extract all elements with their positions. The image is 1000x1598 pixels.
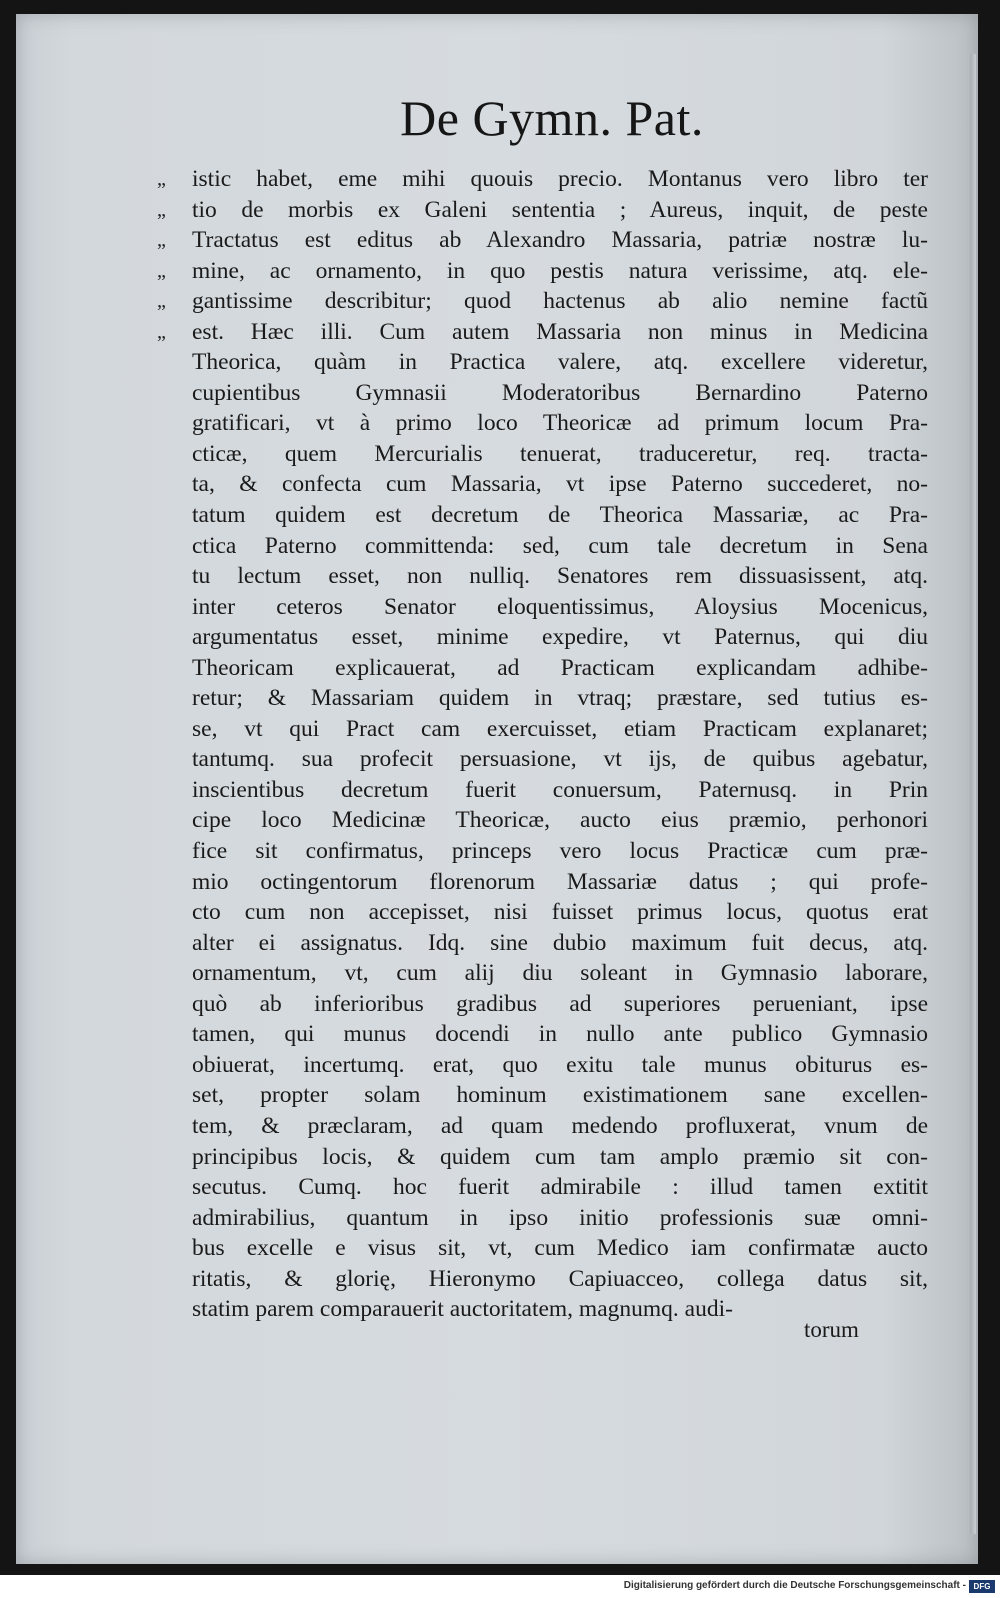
- line-text: cticæ, quem Mercurialis tenuerat, traduceretur, req. tracta-: [192, 440, 928, 467]
- line-text: mio octingentorum florenorum Massariæ datus ; qui profe-: [192, 868, 928, 895]
- line-text: gratificari, vt à primo loco Theoricæ ad primum locum Pra-: [192, 410, 928, 437]
- text-line: [192, 1264, 928, 1295]
- text-line: [192, 805, 928, 836]
- line-text: admirabilius, quantum in ipso initio professionis suæ omni-: [192, 1204, 928, 1231]
- line-text: statim parem comparauerit auctoritatem, magnumq. audi-: [192, 1296, 733, 1323]
- line-text: retur; & Massariam quidem in vtraq; præstare, sed tutius es-: [192, 685, 928, 712]
- text-line: [192, 439, 928, 470]
- marginal-quote-mark: „: [157, 320, 166, 343]
- line-text: alter ei assignatus. Idq. sine dubio maximum fuit decus, atq.: [192, 929, 928, 956]
- line-text: mine, ac ornamento, in quo pestis natura verissime, atq. ele-: [192, 257, 928, 284]
- text-line: [192, 1172, 928, 1203]
- line-text: obiuerat, incertumq. erat, quo exitu tale munus obiturus es-: [192, 1051, 928, 1078]
- line-text: ritatis, & glorię, Hieronymo Capiuacceo, collega datus sit,: [192, 1265, 928, 1292]
- text-line: [192, 683, 928, 714]
- line-text: Theorica, quàm in Practica valere, atq. excellere videretur,: [192, 349, 928, 376]
- text-line: [157, 286, 928, 317]
- line-text: quò ab inferioribus gradibus ad superiores perueniant, ipse: [192, 990, 928, 1017]
- text-line: [192, 775, 928, 806]
- text-line: [192, 1050, 928, 1081]
- line-text: Tractatus est editus ab Alexandro Massaria, patriæ nostræ lu-: [192, 227, 928, 254]
- text-line: [192, 989, 928, 1020]
- line-text: secutus. Cumq. hoc fuerit admirabile : illud tamen extitit: [192, 1174, 928, 1201]
- text-line: [192, 500, 928, 531]
- line-text: inter ceteros Senator eloquentissimus, Aloysius Mocenicus,: [192, 593, 928, 620]
- text-line: [157, 256, 928, 287]
- line-text: principibus locis, & quidem cum tam amplo præmio sit con-: [192, 1143, 928, 1170]
- line-text: set, propter solam hominum existimationem sane excellen-: [192, 1082, 928, 1109]
- marginal-quote-mark: „: [157, 290, 166, 313]
- dfg-logo: DFG: [969, 1580, 995, 1593]
- line-text: tantumq. sua profecit persuasione, vt ijs, de quibus agebatur,: [192, 746, 928, 773]
- text-line: [192, 897, 928, 928]
- marginal-quote-mark: „: [157, 168, 166, 190]
- line-text: inscientibus decretum fuerit conuersum, Paternusq. in Prin: [192, 776, 928, 803]
- text-line: [192, 928, 928, 959]
- line-text: tem, & præclaram, ad quam medendo profluxerat, vnum de: [192, 1112, 928, 1139]
- catchword: torum: [804, 1317, 859, 1342]
- line-text: tamen, qui munus docendi in nullo ante publico Gymnasio: [192, 1021, 928, 1048]
- text-line: [192, 744, 928, 775]
- text-line: [157, 225, 928, 256]
- line-text: gantissime describitur; quod hactenus ab alio nemine factũ: [192, 288, 928, 315]
- text-line: [192, 867, 928, 898]
- text-line: [192, 714, 928, 745]
- text-line: [192, 378, 928, 409]
- text-line: [192, 1111, 928, 1142]
- line-text: cupientibus Gymnasii Moderatoribus Bernardino Paterno: [192, 379, 928, 406]
- line-text: tatum quidem est decretum de Theorica Massariæ, ac Pra-: [192, 502, 928, 529]
- line-text: se, vt qui Pract cam exercuisset, etiam Practicam explanaret;: [192, 715, 928, 742]
- body-text: [157, 164, 928, 1325]
- text-line: [192, 622, 928, 653]
- text-line: [192, 836, 928, 867]
- text-line: [192, 592, 928, 623]
- line-text: Theoricam explicauerat, ad Practicam explicandam adhibe-: [192, 654, 928, 681]
- page-edge: [970, 54, 976, 1534]
- text-line: [192, 1019, 928, 1050]
- text-line: [157, 164, 928, 195]
- running-head: De Gymn. Pat.: [400, 90, 704, 146]
- text-line: [192, 1233, 928, 1264]
- line-text: ctica Paterno committenda: sed, cum tale decretum in Sena: [192, 532, 928, 559]
- text-line: [157, 317, 928, 348]
- text-line: [192, 958, 928, 989]
- marginal-quote-mark: „: [157, 259, 166, 282]
- line-text: est. Hæc illi. Cum autem Massaria non minus in Medicina: [192, 318, 928, 345]
- line-text: istic habet, eme mihi quouis precio. Montanus vero libro ter: [192, 166, 928, 192]
- text-line: [192, 347, 928, 378]
- text-line: [192, 1203, 928, 1234]
- funding-credit: Digitalisierung gefördert durch die Deutsche Forschungsgemeinschaft -: [623, 1580, 966, 1591]
- line-text: tio de morbis ex Galeni sententia ; Aureus, inquit, de peste: [192, 196, 928, 223]
- line-text: argumentatus esset, minime expedire, vt Paternus, qui diu: [192, 624, 928, 651]
- line-text: bus excelle e visus sit, vt, cum Medico iam confirmatæ aucto: [192, 1235, 928, 1262]
- text-line: [192, 531, 928, 562]
- line-text: cipe loco Medicinæ Theoricæ, aucto eius præmio, perhonori: [192, 807, 928, 834]
- text-line: [192, 1142, 928, 1173]
- text-line: [192, 1080, 928, 1111]
- marginal-quote-mark: „: [157, 198, 166, 221]
- footer: [0, 1577, 1000, 1598]
- text-line: [157, 195, 928, 226]
- line-text: cto cum non accepisset, nisi fuisset primus locus, quotus erat: [192, 899, 928, 926]
- text-line: [192, 561, 928, 592]
- marginal-quote-mark: „: [157, 229, 166, 252]
- text-line: [192, 653, 928, 684]
- book-page: [16, 14, 978, 1564]
- line-text: tu lectum esset, non nulliq. Senatores rem dissuasissent, atq.: [192, 563, 928, 590]
- line-text: fice sit confirmatus, princeps vero locus Practicæ cum præ-: [192, 838, 928, 865]
- line-text: ta, & confecta cum Massaria, vt ipse Paterno succederet, no-: [192, 471, 928, 498]
- text-line: [192, 408, 928, 439]
- text-line: [192, 469, 928, 500]
- line-text: ornamentum, vt, cum alij diu soleant in Gymnasio laborare,: [192, 960, 928, 987]
